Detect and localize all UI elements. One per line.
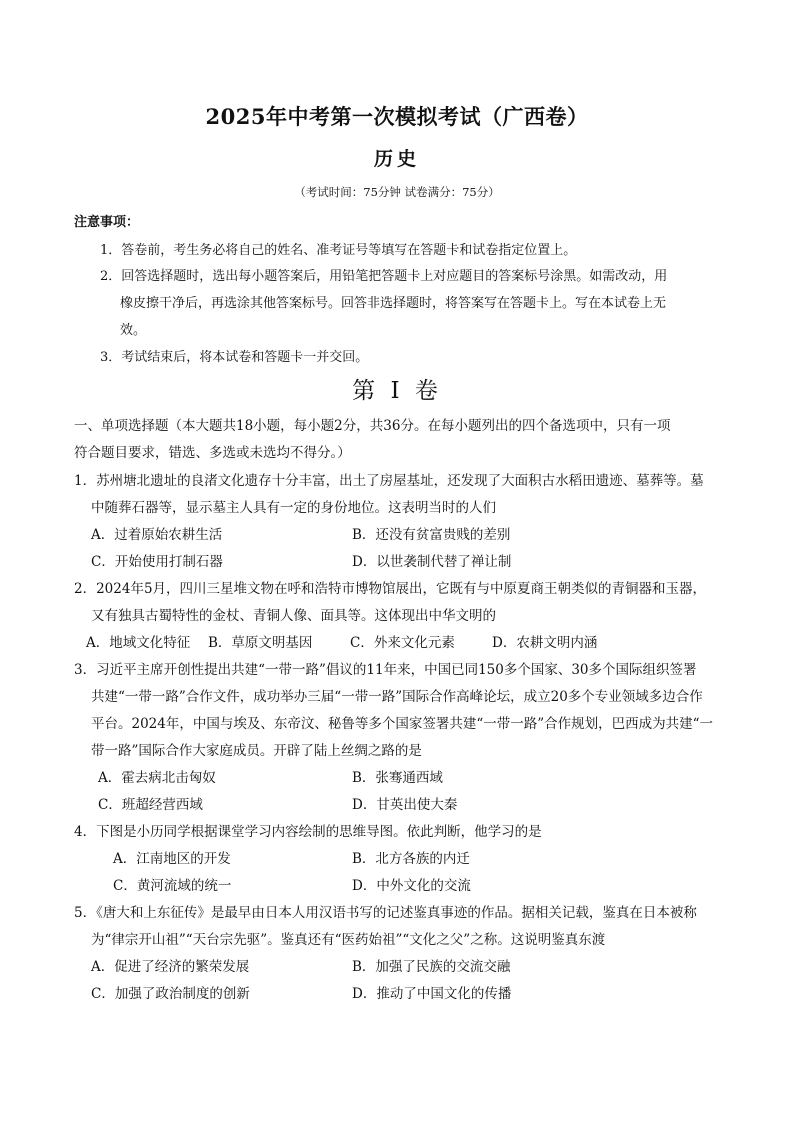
question-1-option-c: C．开始使用打制石器: [91, 554, 223, 570]
question-2-option-c: C．外来文化元素: [350, 635, 455, 651]
section-intro-line: 一、单项选择题（本大题共18小题，每小题2分，共36分。在每小题列出的四个备选项中，只有一项: [74, 418, 671, 434]
question-3-line: 共建“一带一路”合作文件，成功举办三届“一带一路”国际合作高峰论坛，成立20多个专业领域多边合作: [91, 689, 703, 705]
notice-line: 3．考试结束后，将本试卷和答题卡一并交回。: [100, 350, 369, 365]
part-heading: 第 I 卷: [352, 378, 442, 404]
notice-line: 橡皮擦干净后，再选涂其他答案标号。回答非选择题时，将答案写在答题卡上。写在本试卷上无: [120, 296, 667, 311]
question-5-option-a: A．促进了经济的繁荣发展: [91, 959, 250, 975]
question-1-option-a: A．过着原始农耕生活: [91, 527, 223, 543]
question-4-option-d: D．中外文化的交流: [352, 878, 471, 894]
question-3-option-a: A．霍去病北击匈奴: [98, 770, 216, 786]
question-3-line: 平台。2024年，中国与埃及、东帝汶、秘鲁等多个国家签署共建“一带一路”合作规划，巴西成为共建“一: [91, 716, 714, 732]
question-5-line: 5．《唐大和上东征传》是最早由日本人用汉语书写的记述鉴真事迹的作品。据相关记载，鉴真在日本被称: [74, 905, 697, 921]
question-2-line: 2．2024年5月，四川三星堆文物在呼和浩特市博物馆展出，它既有与中原夏商王朝类似的青铜器和玉器，: [74, 581, 707, 597]
question-2-option-b: B．草原文明基因: [208, 635, 313, 651]
question-3-option-b: B．张骞通西域: [352, 770, 443, 786]
question-1-option-d: D．以世袭制代替了禅让制: [352, 554, 512, 570]
section-intro-line: 符合题目要求，错选、多选或未选均不得分。）: [74, 445, 351, 461]
notice-line: 1．答卷前，考生务必将自己的姓名、准考证号等填写在答题卡和试卷指定位置上。: [100, 243, 577, 258]
question-5-option-c: C．加强了政治制度的创新: [91, 986, 250, 1002]
question-4-option-b: B．北方各族的内迁: [352, 851, 470, 867]
question-3-option-d: D．甘英出使大秦: [352, 797, 458, 813]
question-4-option-a: A．江南地区的开发: [113, 851, 231, 867]
exam-title: 2025年中考第一次模拟考试（广西卷）: [205, 104, 589, 129]
question-4-option-c: C．黄河流域的统一: [113, 878, 232, 894]
question-2-option-a: A．地域文化特征: [86, 635, 191, 651]
question-1-line: 1．苏州塘北遗址的良渚文化遗存十分丰富，出土了房屋基址，还发现了大面积古水稻田遗迹、墓葬等。墓: [74, 473, 704, 489]
question-5-option-b: B．加强了民族的交流交融: [352, 959, 511, 975]
question-2-option-d: D．农耕文明内涵: [492, 635, 598, 651]
notice-line: 2．回答选择题时，选出每小题答案后，用铅笔把答题卡上对应题目的答案标号涂黑。如需改动，用: [100, 269, 668, 284]
question-2-line: 又有独具古蜀特性的金杖、青铜人像、面具等。这体现出中华文明的: [91, 608, 496, 624]
question-4-line: 4．下图是小历同学根据课堂学习内容绘制的思维导图。依此判断，他学习的是: [74, 824, 542, 840]
question-3-line: 3．习近平主席开创性提出共建“一带一路”倡议的11年来，中国已同150多个国家、30多个国际组织签署: [74, 662, 697, 678]
question-1-option-b: B．还没有贫富贵贱的差别: [352, 527, 511, 543]
question-1-line: 中随葬石器等，显示墓主人具有一定的身份地位。这表明当时的人们: [91, 500, 496, 516]
question-5-option-d: D．推动了中国文化的传播: [352, 986, 512, 1002]
question-5-line: 为“律宗开山祖”“天台宗先驱”。鉴真还有“医药始祖”“文化之父”之称。这说明鉴真东渡: [91, 932, 606, 948]
question-3-option-c: C．班超经营西域: [98, 797, 203, 813]
notice-title: 注意事项：: [74, 215, 140, 230]
exam-info: （考试时间：75分钟 试卷满分：75分）: [294, 185, 500, 199]
notice-line: 效。: [120, 323, 147, 338]
subject-title: 历史: [373, 148, 420, 170]
question-3-line: 带一路”国际合作大家庭成员。开辟了陆上丝绸之路的是: [91, 743, 422, 759]
